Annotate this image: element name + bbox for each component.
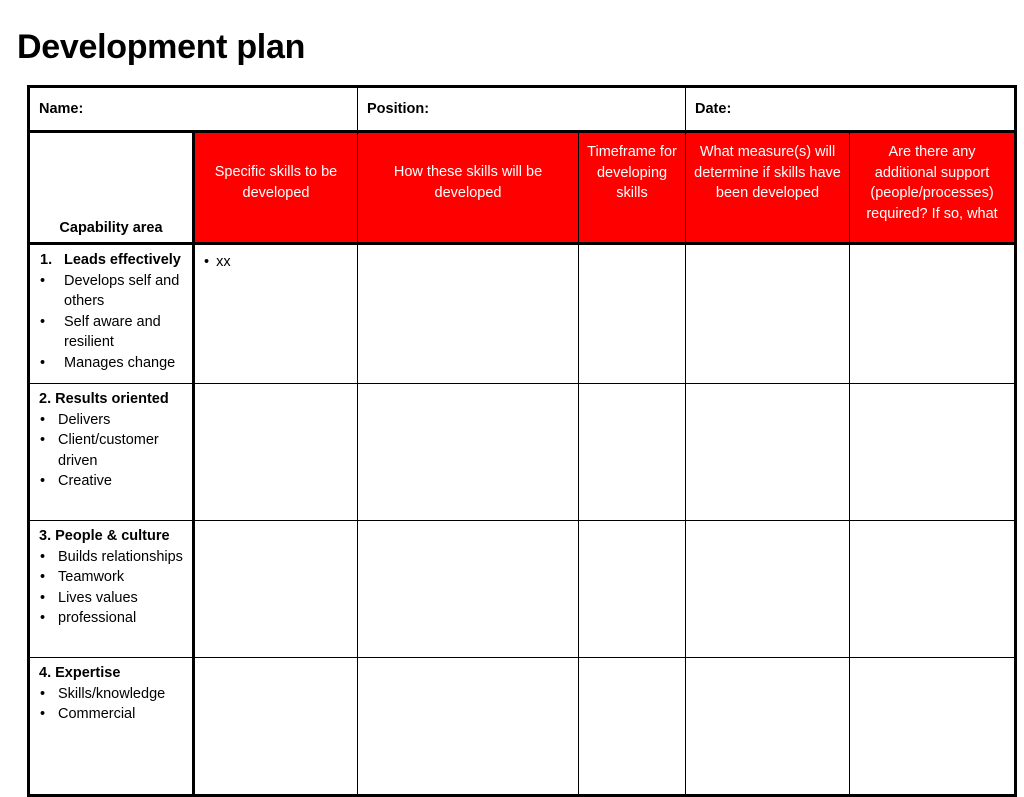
- support-cell[interactable]: [850, 521, 1016, 658]
- list-item: • Creative: [39, 471, 186, 492]
- capability-cell-leads: [29, 244, 194, 384]
- timeframe-cell[interactable]: [579, 521, 686, 658]
- page-title: Development plan: [17, 28, 306, 66]
- timeframe-cell[interactable]: [579, 384, 686, 521]
- capability-area-header: [29, 132, 194, 244]
- capability-title: 3. People & culture: [39, 528, 170, 544]
- position-label: Position:: [367, 100, 430, 117]
- list-item: • Self aware and resilient: [39, 312, 186, 353]
- measures-cell[interactable]: [686, 521, 850, 658]
- capability-title-text: Leads effectively: [64, 252, 181, 268]
- skills-cell[interactable]: [194, 521, 358, 658]
- capability-title: [39, 250, 186, 271]
- list-item: • Builds relationships: [39, 547, 186, 568]
- skills-cell[interactable]: [194, 384, 358, 521]
- skills-cell[interactable]: [194, 658, 358, 796]
- list-item: • Delivers: [39, 410, 186, 431]
- capability-title: 4. Expertise: [39, 665, 121, 681]
- capability-number: 1.: [40, 252, 53, 268]
- how-cell[interactable]: [358, 658, 579, 796]
- skills-cell[interactable]: [194, 244, 358, 384]
- how-cell[interactable]: [358, 384, 579, 521]
- development-plan-table: [27, 85, 1017, 797]
- capability-cell-people: [29, 521, 194, 658]
- table-row: [29, 244, 1016, 384]
- column-header-row: [29, 132, 1016, 244]
- list-item: • Manages change: [39, 353, 186, 374]
- list-item: • Commercial: [39, 704, 186, 725]
- support-cell[interactable]: [850, 244, 1016, 384]
- capability-cell-results: [29, 384, 194, 521]
- measures-header: [686, 132, 850, 244]
- list-item: • Teamwork: [39, 567, 186, 588]
- skills-note: xx: [216, 254, 231, 270]
- bullet-icon: •: [204, 254, 210, 270]
- capability-title: 2. Results oriented: [39, 391, 169, 407]
- measures-cell[interactable]: [686, 658, 850, 796]
- support-cell[interactable]: [850, 658, 1016, 796]
- measures-header-label: What measure(s) will determine if skills have been developed: [694, 144, 841, 201]
- list-item: • Client/customer driven: [39, 430, 186, 471]
- table-row: [29, 384, 1016, 521]
- timeframe-header: [579, 132, 686, 244]
- table-row: [29, 658, 1016, 796]
- list-item: • professional: [39, 608, 186, 629]
- timeframe-cell[interactable]: [579, 658, 686, 796]
- support-cell[interactable]: [850, 384, 1016, 521]
- list-item: • Lives values: [39, 588, 186, 609]
- name-label: Name:: [39, 100, 84, 117]
- table-row: [29, 521, 1016, 658]
- skills-header-label: Specific skills to be developed: [214, 164, 338, 201]
- capability-area-label: Capability area: [59, 219, 163, 236]
- info-row: [29, 87, 1016, 132]
- list-item: • Develops self and others: [39, 271, 186, 312]
- list-item: • Skills/knowledge: [39, 684, 186, 705]
- date-label: Date:: [695, 100, 732, 117]
- capability-cell-expertise: [29, 658, 194, 796]
- date-field[interactable]: [686, 87, 1016, 132]
- how-cell[interactable]: [358, 521, 579, 658]
- how-header-label: How these skills will be developed: [393, 164, 543, 201]
- measures-cell[interactable]: [686, 384, 850, 521]
- measures-cell[interactable]: [686, 244, 850, 384]
- timeframe-header-label: Timeframe for developing skills: [587, 144, 677, 201]
- how-cell[interactable]: [358, 244, 579, 384]
- how-header: [358, 132, 579, 244]
- support-header: [850, 132, 1016, 244]
- skills-header: [194, 132, 358, 244]
- name-field[interactable]: [29, 87, 358, 132]
- timeframe-cell[interactable]: [579, 244, 686, 384]
- position-field[interactable]: [358, 87, 686, 132]
- support-header-label: Are there any additional support (people/processes) required? If so, what: [866, 144, 998, 222]
